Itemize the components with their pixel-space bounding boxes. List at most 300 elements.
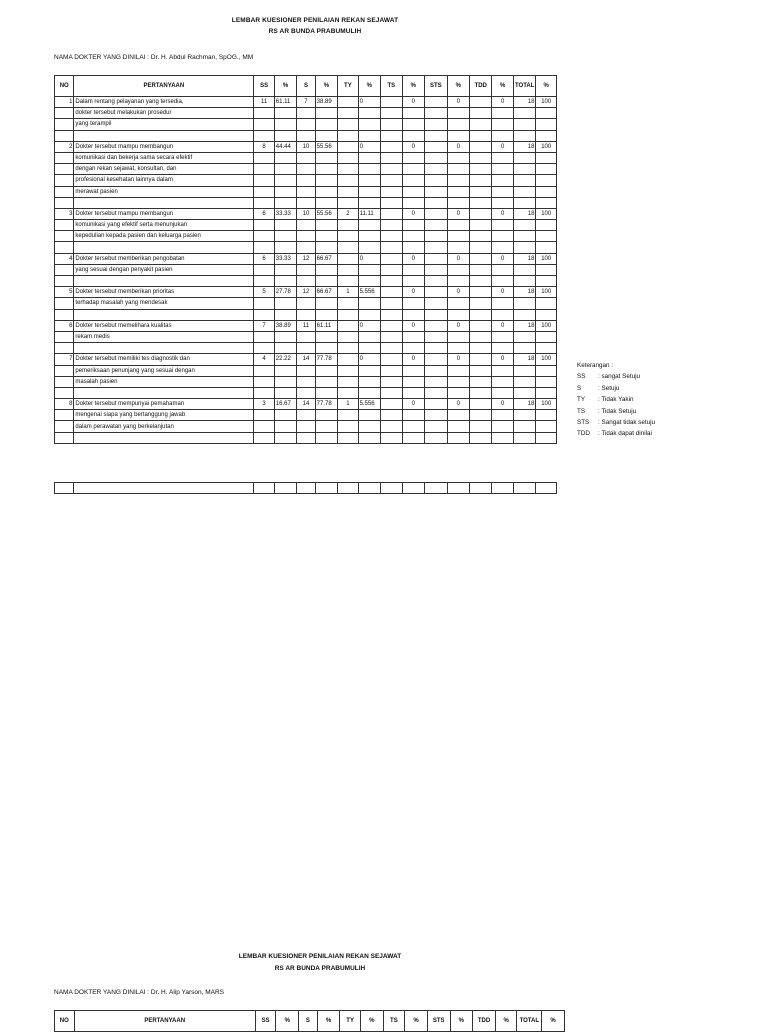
value-cell <box>254 432 274 443</box>
value-cell <box>381 242 402 253</box>
value-cell <box>447 331 469 342</box>
value-cell <box>254 343 274 354</box>
value-cell <box>315 197 337 208</box>
value-cell <box>297 175 315 186</box>
value-cell <box>358 186 380 197</box>
column-header: % <box>492 76 513 97</box>
value-cell <box>425 164 447 175</box>
value-cell: 5.556 <box>358 399 380 410</box>
value-cell: 0 <box>358 141 380 152</box>
question-number <box>55 276 74 287</box>
value-cell: 12 <box>297 253 315 264</box>
value-cell: 11 <box>254 97 274 108</box>
empty-cell <box>381 483 402 494</box>
value-cell <box>402 186 424 197</box>
column-header: TOTAL <box>517 1011 542 1032</box>
value-cell: 0 <box>447 253 469 264</box>
value-cell <box>536 220 557 231</box>
value-cell <box>470 108 492 119</box>
value-cell <box>381 97 402 108</box>
column-header: % <box>315 76 337 97</box>
value-cell <box>315 164 337 175</box>
value-cell <box>536 152 557 163</box>
value-cell: 8 <box>254 141 274 152</box>
value-cell <box>425 152 447 163</box>
value-cell <box>425 365 447 376</box>
value-cell <box>381 220 402 231</box>
value-cell <box>381 253 402 264</box>
value-cell: 38.89 <box>274 320 296 331</box>
value-cell <box>513 220 535 231</box>
value-cell <box>358 376 380 387</box>
value-cell <box>425 320 447 331</box>
value-cell <box>513 410 535 421</box>
value-cell <box>447 152 469 163</box>
value-cell <box>381 152 402 163</box>
value-cell <box>338 119 358 130</box>
value-cell <box>358 197 380 208</box>
column-header: STS <box>425 76 447 97</box>
question-number <box>55 264 74 275</box>
value-cell <box>297 421 315 432</box>
question-number: 1 <box>55 97 74 108</box>
value-cell <box>338 376 358 387</box>
empty-cell <box>402 483 424 494</box>
value-cell <box>338 298 358 309</box>
empty-cell <box>470 483 492 494</box>
value-cell <box>338 231 358 242</box>
value-cell: 0 <box>447 320 469 331</box>
value-cell <box>315 231 337 242</box>
value-cell <box>274 152 296 163</box>
value-cell <box>492 276 513 287</box>
value-cell <box>536 108 557 119</box>
value-cell <box>447 264 469 275</box>
value-cell: 18 <box>513 208 535 219</box>
column-header: SS <box>255 1011 276 1032</box>
value-cell <box>492 387 513 398</box>
legend-code: TDD <box>577 430 590 438</box>
value-cell: 61.11 <box>315 320 337 331</box>
value-cell: 0 <box>402 354 424 365</box>
value-cell: 22.22 <box>274 354 296 365</box>
legend-item <box>577 394 655 405</box>
value-cell: 18 <box>513 97 535 108</box>
value-cell <box>402 164 424 175</box>
value-cell: 11 <box>297 320 315 331</box>
value-cell <box>513 432 535 443</box>
value-cell <box>492 343 513 354</box>
value-cell <box>274 119 296 130</box>
column-header: S <box>299 1011 318 1032</box>
value-cell <box>492 410 513 421</box>
legend-item <box>577 417 655 428</box>
value-cell <box>297 242 315 253</box>
value-cell <box>470 119 492 130</box>
value-cell <box>447 387 469 398</box>
value-cell: 4 <box>254 354 274 365</box>
column-header: TY <box>340 1011 361 1032</box>
value-cell: 55.56 <box>315 208 337 219</box>
value-cell <box>358 421 380 432</box>
column-header: TS <box>381 76 402 97</box>
value-cell <box>381 141 402 152</box>
value-cell <box>492 242 513 253</box>
value-cell <box>470 432 492 443</box>
question-text: Dokter tersebut mampu membangun <box>74 208 254 219</box>
value-cell <box>492 175 513 186</box>
table-row <box>55 220 557 231</box>
value-cell <box>297 432 315 443</box>
value-cell <box>447 376 469 387</box>
value-cell <box>274 421 296 432</box>
value-cell <box>315 343 337 354</box>
value-cell <box>470 141 492 152</box>
value-cell: 18 <box>513 354 535 365</box>
column-header: PERTANYAAN <box>74 76 254 97</box>
value-cell: 12 <box>297 287 315 298</box>
column-header: TDD <box>473 1011 496 1032</box>
column-header: % <box>402 76 424 97</box>
value-cell <box>297 387 315 398</box>
value-cell <box>274 108 296 119</box>
value-cell: 1 <box>338 399 358 410</box>
value-cell <box>338 152 358 163</box>
value-cell <box>338 108 358 119</box>
value-cell <box>470 287 492 298</box>
value-cell <box>402 130 424 141</box>
empty-cell <box>536 483 557 494</box>
value-cell <box>358 432 380 443</box>
question-number <box>55 108 74 119</box>
value-cell <box>425 108 447 119</box>
value-cell <box>402 152 424 163</box>
value-cell <box>402 197 424 208</box>
value-cell <box>358 410 380 421</box>
value-cell <box>274 410 296 421</box>
value-cell <box>492 365 513 376</box>
value-cell <box>425 309 447 320</box>
value-cell <box>536 231 557 242</box>
value-cell <box>381 231 402 242</box>
question-text <box>74 197 254 208</box>
value-cell <box>381 276 402 287</box>
question-text: komunikasi dan bekerja sama secara efektif <box>74 152 254 163</box>
empty-cell <box>447 483 469 494</box>
doctor-name-2: NAMA DOKTER YANG DINILAI : Dr. H. Alip Yarson, MARS <box>54 989 225 996</box>
value-cell <box>315 276 337 287</box>
column-header: TY <box>338 76 358 97</box>
value-cell <box>425 253 447 264</box>
value-cell <box>470 399 492 410</box>
value-cell: 7 <box>297 97 315 108</box>
value-cell <box>254 298 274 309</box>
value-cell <box>513 130 535 141</box>
value-cell: 77.78 <box>315 399 337 410</box>
table-row <box>55 432 557 443</box>
legend-code: S <box>577 384 582 392</box>
value-cell <box>358 343 380 354</box>
value-cell <box>447 365 469 376</box>
table-row <box>55 108 557 119</box>
value-cell <box>315 298 337 309</box>
value-cell <box>513 242 535 253</box>
value-cell: 0 <box>447 399 469 410</box>
value-cell <box>425 287 447 298</box>
value-cell: 18 <box>513 253 535 264</box>
question-number: 2 <box>55 141 74 152</box>
value-cell: 33.33 <box>274 208 296 219</box>
table-row <box>55 141 557 152</box>
question-number <box>55 186 74 197</box>
question-text: mengenai siapa yang bertanggung jawab <box>74 410 254 421</box>
value-cell <box>536 276 557 287</box>
value-cell <box>470 354 492 365</box>
value-cell <box>254 231 274 242</box>
value-cell <box>315 152 337 163</box>
table-row <box>55 253 557 264</box>
question-number <box>55 119 74 130</box>
column-header: TOTAL <box>513 76 535 97</box>
question-number <box>55 365 74 376</box>
legend-description: : Tidak Setuju <box>598 407 637 415</box>
value-cell <box>402 387 424 398</box>
value-cell <box>254 152 274 163</box>
empty-cell <box>338 483 358 494</box>
value-cell <box>338 354 358 365</box>
column-header: % <box>276 1011 299 1032</box>
question-number <box>55 331 74 342</box>
value-cell <box>402 108 424 119</box>
value-cell <box>402 365 424 376</box>
value-cell <box>536 432 557 443</box>
value-cell <box>315 130 337 141</box>
questionnaire-table-2 <box>54 1010 565 1032</box>
value-cell <box>358 387 380 398</box>
value-cell <box>447 186 469 197</box>
value-cell: 6 <box>254 253 274 264</box>
value-cell <box>338 253 358 264</box>
legend-code: TS <box>577 407 586 415</box>
table-row <box>55 376 557 387</box>
value-cell <box>425 376 447 387</box>
column-header: SS <box>254 76 274 97</box>
value-cell <box>274 365 296 376</box>
value-cell <box>470 421 492 432</box>
questionnaire-table <box>54 75 557 444</box>
legend-item <box>577 428 655 439</box>
value-cell <box>381 298 402 309</box>
value-cell <box>358 119 380 130</box>
question-number <box>55 298 74 309</box>
value-cell <box>254 264 274 275</box>
value-cell <box>470 276 492 287</box>
question-number: 6 <box>55 320 74 331</box>
value-cell: 0 <box>358 253 380 264</box>
value-cell <box>425 421 447 432</box>
value-cell <box>513 152 535 163</box>
value-cell <box>447 175 469 186</box>
value-cell <box>297 376 315 387</box>
empty-cell <box>513 483 535 494</box>
value-cell: 6 <box>254 208 274 219</box>
value-cell <box>513 108 535 119</box>
value-cell: 33.33 <box>274 253 296 264</box>
value-cell: 14 <box>297 399 315 410</box>
table-row <box>55 164 557 175</box>
value-cell <box>513 276 535 287</box>
value-cell <box>447 108 469 119</box>
value-cell <box>402 410 424 421</box>
value-cell <box>254 421 274 432</box>
value-cell <box>492 421 513 432</box>
value-cell <box>513 365 535 376</box>
column-header: % <box>495 1011 517 1032</box>
value-cell <box>513 264 535 275</box>
value-cell <box>492 309 513 320</box>
value-cell <box>425 298 447 309</box>
value-cell <box>315 309 337 320</box>
table-row <box>55 298 557 309</box>
value-cell <box>358 298 380 309</box>
value-cell <box>358 365 380 376</box>
table-row <box>55 309 557 320</box>
question-text: Dokter tersebut memelihara kualitas <box>74 320 254 331</box>
value-cell <box>536 264 557 275</box>
value-cell <box>536 242 557 253</box>
value-cell <box>381 354 402 365</box>
value-cell <box>447 130 469 141</box>
table-row <box>55 410 557 421</box>
table-row <box>55 287 557 298</box>
value-cell <box>315 410 337 421</box>
question-text <box>74 130 254 141</box>
value-cell: 5 <box>254 287 274 298</box>
question-text: masalah pasien <box>74 376 254 387</box>
value-cell <box>470 186 492 197</box>
column-header: % <box>274 76 296 97</box>
value-cell <box>492 119 513 130</box>
value-cell <box>358 130 380 141</box>
value-cell <box>536 331 557 342</box>
value-cell <box>254 242 274 253</box>
value-cell <box>492 164 513 175</box>
value-cell <box>381 309 402 320</box>
empty-cell <box>74 483 254 494</box>
value-cell <box>381 320 402 331</box>
table-row <box>55 399 557 410</box>
value-cell <box>402 175 424 186</box>
value-cell <box>381 287 402 298</box>
empty-cell <box>55 483 74 494</box>
column-header: % <box>317 1011 340 1032</box>
table-row <box>55 231 557 242</box>
value-cell <box>425 343 447 354</box>
value-cell <box>297 410 315 421</box>
question-text <box>74 432 254 443</box>
value-cell <box>274 130 296 141</box>
value-cell <box>470 97 492 108</box>
value-cell <box>536 387 557 398</box>
value-cell <box>425 387 447 398</box>
table-row <box>55 242 557 253</box>
value-cell <box>274 264 296 275</box>
value-cell: 0 <box>492 354 513 365</box>
value-cell <box>254 130 274 141</box>
value-cell <box>381 387 402 398</box>
empty-cell <box>254 483 274 494</box>
value-cell <box>470 220 492 231</box>
value-cell <box>536 298 557 309</box>
value-cell: 0 <box>358 320 380 331</box>
value-cell <box>358 152 380 163</box>
value-cell: 0 <box>492 320 513 331</box>
value-cell <box>513 421 535 432</box>
column-header: PERTANYAAN <box>74 1011 255 1032</box>
value-cell <box>297 197 315 208</box>
value-cell <box>536 119 557 130</box>
value-cell: 0 <box>402 141 424 152</box>
value-cell: 0 <box>358 354 380 365</box>
value-cell <box>338 343 358 354</box>
question-text: terhadap masalah yang mendesak <box>74 298 254 309</box>
value-cell <box>358 331 380 342</box>
question-number <box>55 152 74 163</box>
question-number: 7 <box>55 354 74 365</box>
question-text <box>74 309 254 320</box>
value-cell: 55.56 <box>315 141 337 152</box>
value-cell <box>381 421 402 432</box>
value-cell <box>274 164 296 175</box>
question-text: komunikasi yang efektif serta menunjukan <box>74 220 254 231</box>
empty-cell <box>425 483 447 494</box>
table-row <box>55 197 557 208</box>
value-cell: 66.67 <box>315 253 337 264</box>
value-cell <box>470 365 492 376</box>
value-cell <box>447 276 469 287</box>
legend-description: : Setuju <box>598 384 620 392</box>
value-cell: 0 <box>492 287 513 298</box>
value-cell: 18 <box>513 320 535 331</box>
value-cell <box>315 242 337 253</box>
value-cell <box>513 298 535 309</box>
legend-description: : Sangat tidak setuju <box>598 418 656 426</box>
value-cell: 100 <box>536 97 557 108</box>
value-cell <box>492 231 513 242</box>
value-cell <box>513 119 535 130</box>
value-cell: 100 <box>536 399 557 410</box>
value-cell <box>470 410 492 421</box>
value-cell <box>358 108 380 119</box>
question-text <box>74 276 254 287</box>
value-cell <box>447 231 469 242</box>
value-cell <box>297 119 315 130</box>
value-cell <box>447 197 469 208</box>
value-cell: 0 <box>492 141 513 152</box>
question-text: merawat pasien <box>74 186 254 197</box>
question-text: Dokter tersebut mampu membangun <box>74 141 254 152</box>
question-number <box>55 220 74 231</box>
value-cell: 77.78 <box>315 354 337 365</box>
value-cell <box>254 164 274 175</box>
value-cell: 0 <box>492 97 513 108</box>
empty-cell <box>492 483 513 494</box>
value-cell: 0 <box>492 399 513 410</box>
value-cell: 100 <box>536 354 557 365</box>
value-cell: 1 <box>338 287 358 298</box>
value-cell <box>254 220 274 231</box>
value-cell <box>425 276 447 287</box>
